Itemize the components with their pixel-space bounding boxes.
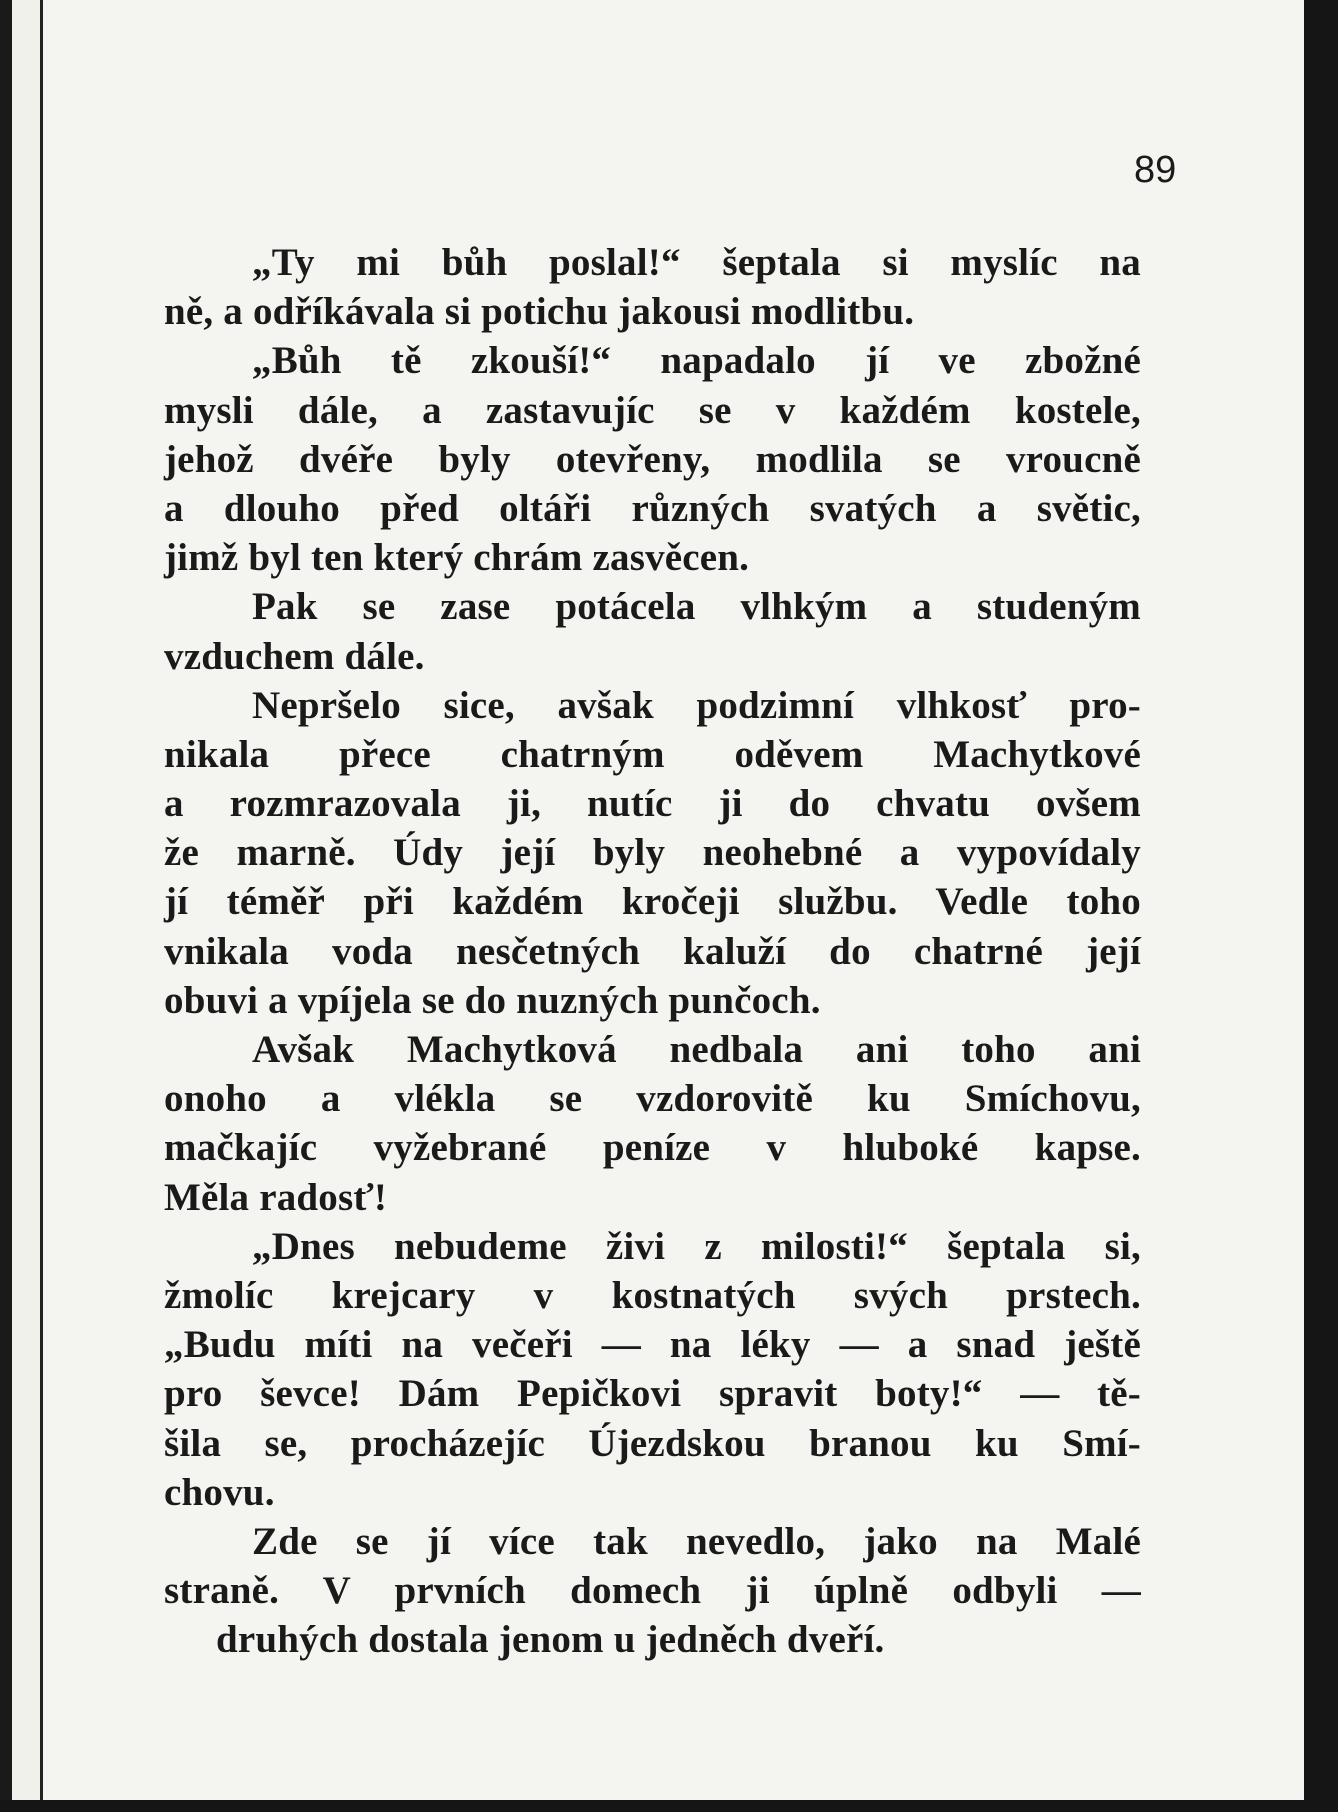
- text-line: jehož dvéře byly otevřeny, modlila se vroucně: [164, 437, 1141, 481]
- binding-line: [40, 0, 43, 1812]
- text-line: a dlouho před oltáři různých svatých a světic,: [164, 486, 1141, 530]
- left-scan-edge: [0, 0, 12, 1812]
- text-line: chovu.: [164, 1470, 275, 1514]
- text-line: jí téměř při každém kročeji službu. Vedle toho: [164, 880, 1141, 924]
- text-line: jimž byl ten který chrám zasvěcen.: [164, 536, 750, 580]
- text-line: obuvi a vpíjela se do nuzných punčoch.: [164, 978, 821, 1022]
- text-line: nikala přece chatrným oděvem Machytkové: [164, 732, 1141, 776]
- text-line: „Dnes nebudeme živi z milosti!“ šeptala si,: [252, 1224, 1141, 1268]
- text-line: „Bůh tě zkouší!“ napadalo jí ve zbožné: [252, 339, 1141, 383]
- text-line: a rozmrazovala ji, nutíc ji do chvatu ovšem: [164, 782, 1141, 826]
- text-line: Měla radosť!: [164, 1175, 388, 1219]
- text-line: žmolíc krejcary v kostnatých svých prstech.: [164, 1273, 1141, 1317]
- text-line: druhých dostala jenom u jedněch dveří.: [216, 1618, 885, 1662]
- text-line: šila se, procházejíc Újezdskou branou ku Smí-: [164, 1421, 1141, 1465]
- text-line: Zde se jí více tak nevedlo, jako na Malé: [252, 1519, 1141, 1563]
- text-line: „Budu míti na večeři — na léky — a snad ještě: [164, 1323, 1141, 1367]
- text-line: mačkajíc vyžebrané peníze v hluboké kapse.: [164, 1126, 1141, 1170]
- left-page-strip: [12, 0, 42, 1812]
- text-line: vzduchem dále.: [164, 634, 425, 678]
- text-line: že marně. Údy její byly neohebné a vypovídaly: [164, 831, 1141, 875]
- right-scan-edge: [1304, 0, 1338, 1812]
- text-line: „Ty mi bůh poslal!“ šeptala si myslíc na: [252, 241, 1141, 284]
- text-line: mysli dále, a zastavujíc se v každém kostele,: [164, 388, 1141, 432]
- page-number: 89: [1134, 149, 1177, 191]
- text-line: Pak se zase potácela vlhkým a studeným: [252, 585, 1141, 629]
- text-line: vnikala voda nesčetných kaluží do chatrné její: [164, 929, 1141, 973]
- text-line: Avšak Machytková nedbala ani toho ani: [252, 1028, 1141, 1071]
- text-line: onoho a vlékla se vzdorovitě ku Smíchovu,: [164, 1077, 1141, 1121]
- bottom-scan-edge: [0, 1800, 1338, 1812]
- text-line: pro ševce! Dám Pepičkovi spravit boty!“ — tě-: [164, 1372, 1141, 1416]
- text-line: ně, a odříkávala si potichu jakousi modlitbu.: [164, 290, 915, 334]
- body-text: [164, 238, 1141, 1664]
- text-line: Nepršelo sice, avšak podzimní vlhkosť pro-: [252, 683, 1141, 727]
- text-line: straně. V prvních domech ji úplně odbyli —: [164, 1569, 1141, 1613]
